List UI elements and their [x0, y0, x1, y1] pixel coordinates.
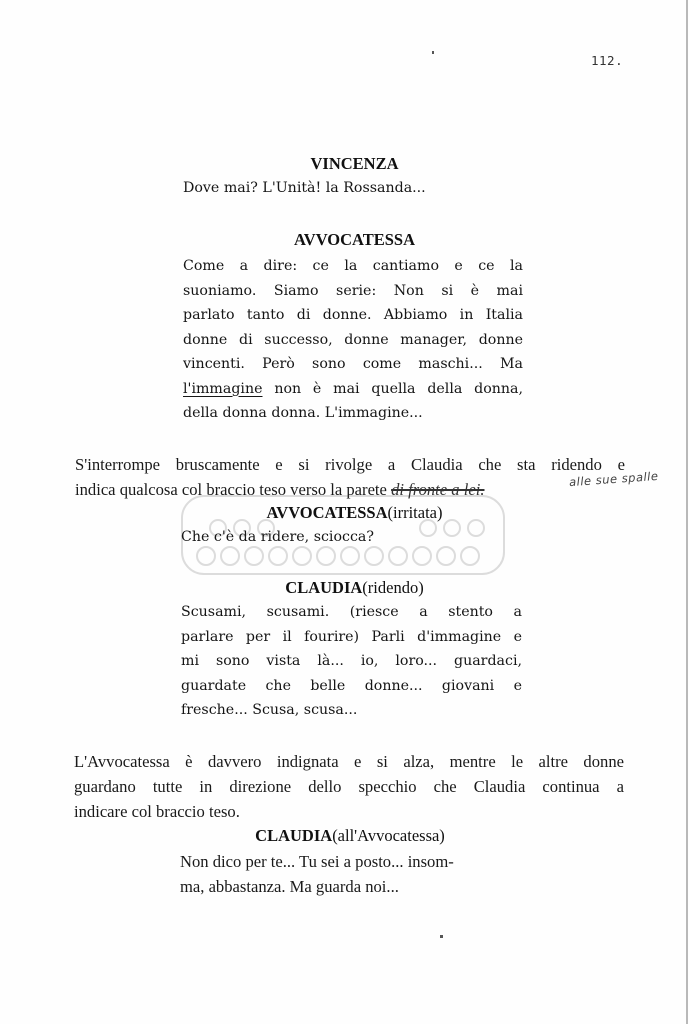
handwritten-note: alle sue spalle — [568, 468, 659, 490]
speaker-name: AVVOCATESSA — [266, 503, 388, 522]
stage-line: guardano tutte in direzione dello specchio che Claudia continua a — [74, 777, 624, 796]
stage-line: L'Avvocatessa è davvero indignata e si alza, mentre le altre donne — [74, 752, 624, 771]
dialogue-line: Come a dire: ce la cantiamo e ce la — [183, 258, 523, 274]
stage-line — [75, 477, 625, 502]
dialogue-line: fresche... Scusa, scusa... — [181, 702, 358, 718]
dialogue-line: mi sono vista là... io, loro... guardaci, — [181, 653, 522, 669]
stage-line: indicare col braccio teso. — [74, 802, 240, 821]
dialogue-line — [183, 377, 523, 402]
speaker-claudia-ridendo — [0, 578, 689, 598]
stage-parenthetical: (irritata) — [387, 503, 443, 522]
stage-line-text: indica qualcosa col braccio teso verso la parete — [75, 480, 387, 499]
dialogue-line: suoniamo. Siamo serie: Non si è mai — [183, 282, 523, 299]
struck-text: di fronte a lei. — [391, 480, 485, 499]
page-number: 112. — [591, 53, 624, 68]
ink-speck — [440, 935, 443, 938]
ink-speck — [432, 51, 434, 54]
dialogue-line: Dove mai? L'Unità! la Rossanda... — [183, 180, 426, 196]
dialogue-line: Scusami, scusami. (riesce a stento a — [181, 604, 522, 620]
dialogue-claudia-2 — [180, 849, 520, 899]
dialogue-claudia — [181, 600, 522, 723]
speaker-avvocatessa-irritata — [0, 503, 689, 523]
dialogue-line: ma, abbastanza. Ma guarda noi... — [180, 877, 399, 896]
stage-direction — [75, 452, 625, 502]
stage-parenthetical: (all'Avvocatessa) — [332, 826, 445, 845]
underlined-word: l'immagine — [183, 380, 263, 397]
dialogue-line: guardate che belle donne... giovani e — [181, 677, 522, 694]
dialogue-avvocatessa — [183, 254, 523, 426]
speaker-avvocatessa — [0, 230, 689, 250]
stage-direction — [74, 749, 624, 824]
dialogue-line: Che c'è da ridere, sciocca? — [181, 529, 374, 545]
stage-parenthetical: (ridendo) — [362, 578, 424, 597]
speaker-name: CLAUDIA — [285, 578, 363, 597]
speaker-name: AVVOCATESSA — [293, 230, 415, 249]
dialogue-line: vincenti. Però sono come maschi... Ma — [183, 356, 523, 372]
dialogue-line-rest: non è mai quella della donna, — [274, 380, 523, 397]
dialogue-line: donne di successo, donne manager, donne — [183, 331, 523, 348]
dialogue-line: parlato tanto di donne. Abbiamo in Italia — [183, 307, 523, 323]
speaker-name: CLAUDIA — [255, 826, 333, 845]
dialogue-vincenza — [183, 176, 523, 201]
stage-line: S'interrompe bruscamente e si rivolge a Claudia che sta ridendo e — [75, 455, 625, 474]
speaker-name: VINCENZA — [310, 154, 399, 173]
speaker-vincenza — [0, 154, 689, 174]
speaker-claudia-all-avvocatessa — [0, 826, 689, 846]
dialogue-avvocatessa-2 — [181, 525, 521, 550]
dialogue-line: Non dico per te... Tu sei a posto... insom- — [180, 852, 454, 871]
dialogue-line: della donna donna. L'immagine... — [183, 405, 423, 421]
dialogue-line: parlare per il fourire) Parli d'immagine e — [181, 628, 522, 645]
